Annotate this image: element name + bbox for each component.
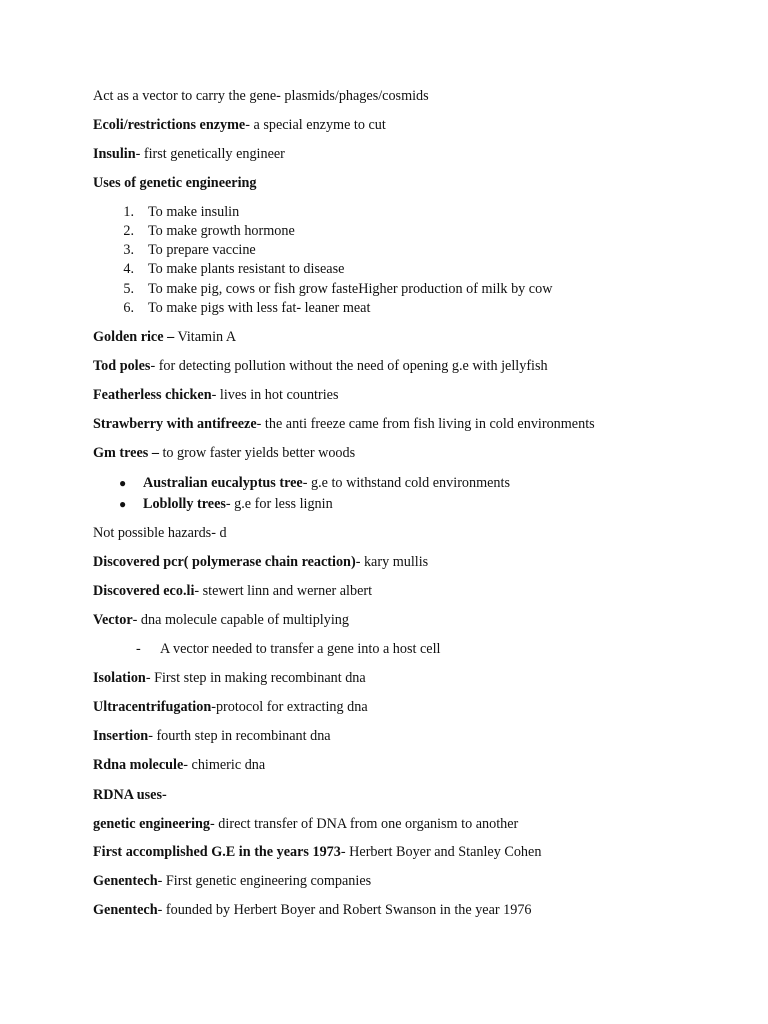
definition-line	[93, 815, 518, 833]
term: Tod poles	[93, 358, 151, 374]
item-text: To make plants resistant to disease	[148, 261, 345, 277]
definition-line	[93, 872, 371, 890]
term: Featherless chicken	[93, 387, 212, 403]
term: Rdna molecule	[93, 757, 184, 773]
definition: - direct transfer of DNA from one organism to another	[210, 816, 519, 832]
definition: - g.e to withstand cold environments	[302, 475, 510, 491]
term: Discovered eco.li	[93, 583, 195, 599]
definition-line	[93, 669, 366, 687]
plain-line	[93, 87, 429, 105]
item-text: To make growth hormone	[148, 223, 295, 239]
definition: - the anti freeze came from fish living in cold environments	[256, 416, 595, 432]
section-heading	[93, 786, 167, 804]
definition-line	[93, 582, 372, 600]
numbered-item	[110, 280, 552, 298]
definition: - g.e for less lignin	[225, 496, 333, 512]
term: Golden rice –	[93, 329, 175, 345]
dash-marker: -	[136, 641, 141, 657]
item-text: To prepare vaccine	[148, 242, 256, 258]
definition-line	[93, 698, 368, 716]
numbered-item	[110, 222, 295, 240]
definition: - for detecting pollution without the need of opening g.e with jellyfish	[150, 358, 548, 374]
term: Genentech	[93, 873, 158, 889]
numbered-item	[110, 241, 256, 259]
item-number: 1.	[123, 204, 134, 220]
term: Gm trees –	[93, 445, 159, 461]
heading-text: Uses of genetic engineering	[93, 175, 257, 191]
definition-line	[93, 553, 428, 571]
term: Loblolly trees	[143, 496, 226, 512]
definition-line	[93, 843, 541, 861]
term: Isolation	[93, 670, 146, 686]
item-number: 3.	[123, 242, 134, 258]
item-number: 4.	[123, 261, 134, 277]
definition: - first genetically engineer	[135, 146, 285, 162]
item-number: 6.	[123, 300, 134, 316]
term: Vector	[93, 612, 133, 628]
definition: -protocol for extracting dna	[211, 699, 368, 715]
bullet-icon: ●	[119, 476, 127, 490]
definition-line	[93, 116, 386, 134]
definition: - First step in making recombinant dna	[145, 670, 366, 686]
term: Discovered pcr( polymerase chain reaction)	[93, 554, 356, 570]
dash-item	[136, 640, 441, 658]
definition: - chimeric dna	[183, 757, 266, 773]
definition-line	[93, 901, 532, 919]
definition: - Herbert Boyer and Stanley Cohen	[340, 844, 542, 860]
definition: - a special enzyme to cut	[245, 117, 386, 133]
numbered-item	[110, 203, 239, 221]
term: Ultracentrifugation	[93, 699, 212, 715]
bullet-icon: ●	[119, 497, 127, 511]
item-text: To make pig, cows or fish grow fasteHigher production of milk by cow	[148, 281, 553, 297]
plain-line	[93, 524, 227, 542]
definition: - stewert linn and werner albert	[194, 583, 373, 599]
definition: - lives in hot countries	[211, 387, 339, 403]
bullet-item	[119, 474, 510, 492]
definition-line	[93, 386, 339, 404]
section-heading	[93, 174, 257, 192]
definition: - dna molecule capable of multiplying	[132, 612, 349, 628]
item-number: 2.	[123, 223, 134, 239]
term: First accomplished G.E in the years 1973	[93, 844, 341, 860]
definition: - First genetic engineering companies	[157, 873, 372, 889]
term: Strawberry with antifreeze	[93, 416, 257, 432]
item-text: To make pigs with less fat- leaner meat	[148, 300, 371, 316]
line-text: Not possible hazards- d	[93, 525, 227, 541]
definition: to grow faster yields better woods	[158, 445, 356, 461]
term: Genentech	[93, 902, 158, 918]
definition: Vitamin A	[174, 329, 237, 345]
term: Insertion	[93, 728, 149, 744]
item-text: A vector needed to transfer a gene into a host cell	[160, 641, 441, 657]
definition-line	[93, 756, 265, 774]
item-text: To make insulin	[148, 204, 240, 220]
definition-line	[93, 415, 595, 433]
definition: - kary mullis	[355, 554, 429, 570]
term: genetic engineering	[93, 816, 211, 832]
definition-line	[93, 727, 331, 745]
item-number: 5.	[123, 281, 134, 297]
term: Australian eucalyptus tree	[143, 475, 303, 491]
definition-line	[93, 145, 285, 163]
definition-line	[93, 444, 355, 462]
definition: - founded by Herbert Boyer and Robert Swanson in the year 1976	[157, 902, 532, 918]
line-text: Act as a vector to carry the gene- plasmids/phages/cosmids	[93, 88, 429, 104]
numbered-item	[110, 299, 370, 317]
heading-text: RDNA uses-	[93, 787, 167, 803]
definition-line	[93, 357, 548, 375]
term: Insulin	[93, 146, 136, 162]
bullet-item	[119, 495, 333, 513]
numbered-item	[110, 260, 344, 278]
term: Ecoli/restrictions enzyme	[93, 117, 246, 133]
definition-line	[93, 328, 236, 346]
definition-line	[93, 611, 349, 629]
definition: - fourth step in recombinant dna	[148, 728, 331, 744]
